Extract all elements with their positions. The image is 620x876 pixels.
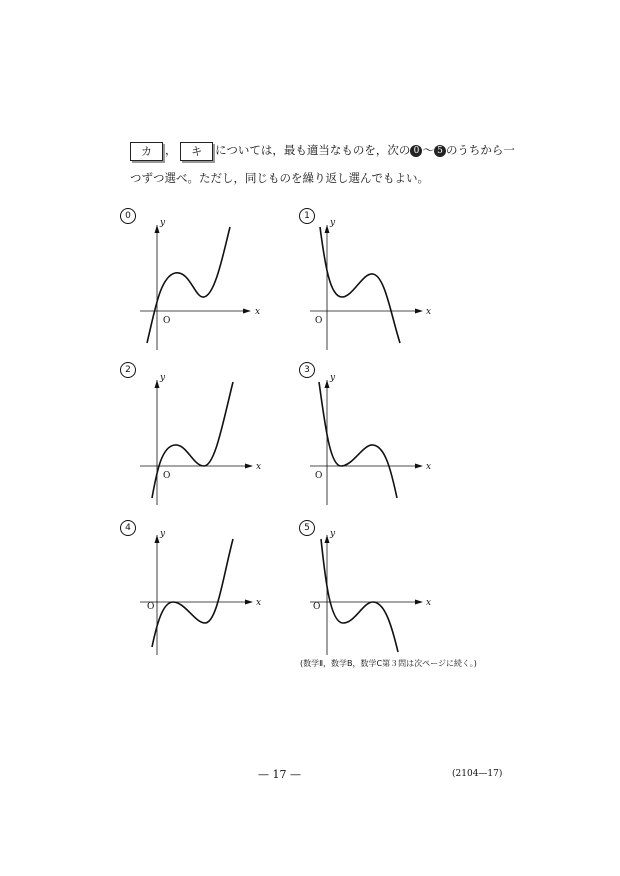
- x-axis-label: x: [426, 307, 432, 317]
- y-axis-label: y: [330, 373, 336, 383]
- origin-label: O: [163, 316, 171, 326]
- separator: ，: [165, 143, 177, 157]
- y-axis-label: y: [330, 529, 336, 539]
- x-axis-label: x: [256, 462, 262, 472]
- graph-4: [135, 527, 285, 667]
- y-axis-label: y: [160, 529, 166, 539]
- graph-3: [305, 370, 455, 510]
- graph-1: [305, 215, 455, 355]
- tilde: 〜: [422, 143, 434, 157]
- graph-label-3: 3: [299, 362, 315, 378]
- instruction-line-2: つずつ選べ。ただし，同じものを繰り返し選んでもよい。: [130, 171, 429, 185]
- graph-2: [135, 370, 285, 510]
- circled-number-0: 0: [410, 145, 422, 157]
- origin-label: O: [315, 471, 323, 481]
- instruction: [130, 136, 530, 192]
- page-code: (2104—17): [452, 769, 503, 779]
- answer-box-ka: カ: [130, 142, 163, 161]
- answer-box-ki: キ: [180, 142, 213, 161]
- x-axis-label: x: [255, 307, 261, 317]
- x-axis-label: x: [426, 598, 432, 608]
- continuation-note: (数学Ⅱ，数学B，数学C第３問は次ページに続く。): [300, 659, 477, 668]
- y-axis-label: y: [160, 218, 166, 228]
- origin-label: O: [315, 316, 323, 326]
- graph-label-2: 2: [120, 362, 136, 378]
- graph-label-1: 1: [299, 208, 315, 224]
- circled-number-5: 5: [434, 145, 446, 157]
- origin-label: O: [313, 602, 321, 612]
- graph-5: [305, 527, 455, 667]
- x-axis-label: x: [426, 462, 432, 472]
- instruction-text-1: については，最も適当なものを，次の: [215, 143, 411, 157]
- instruction-line-1: [130, 136, 530, 164]
- origin-label: O: [163, 471, 171, 481]
- graph-label-0: 0: [120, 208, 136, 224]
- page-number: — 17 —: [258, 768, 301, 781]
- origin-label: O: [147, 602, 155, 612]
- x-axis-label: x: [256, 598, 262, 608]
- graph-label-4: 4: [120, 520, 136, 536]
- y-axis-label: y: [160, 373, 166, 383]
- instruction-text-1-end: のうちから一: [445, 143, 515, 157]
- graph-label-5: 5: [299, 520, 315, 536]
- y-axis-label: y: [330, 218, 336, 228]
- graph-0: [135, 215, 285, 355]
